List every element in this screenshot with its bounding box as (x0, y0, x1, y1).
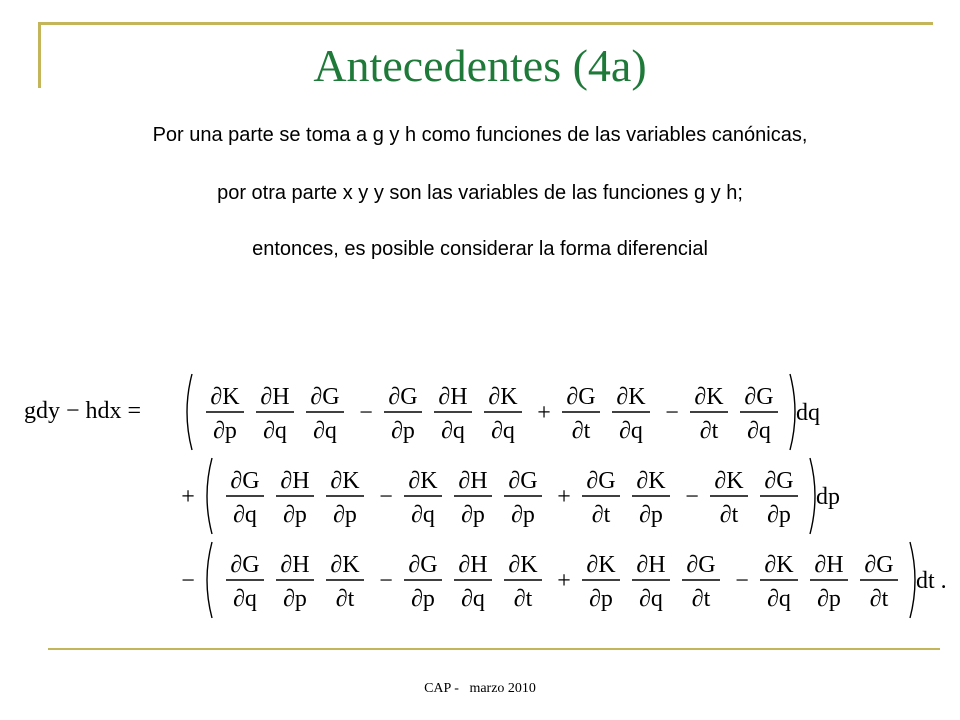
term-sign: − (685, 484, 699, 510)
partial-numerator: ∂G (310, 384, 340, 410)
partial-numerator: ∂G (686, 552, 716, 578)
partial-denominator: ∂p (411, 586, 435, 612)
partial-numerator: ∂H (280, 468, 310, 494)
differential-form-equation (0, 360, 960, 630)
partial-numerator: ∂G (744, 384, 774, 410)
partial-numerator: ∂H (814, 552, 844, 578)
line-sign: − (181, 568, 195, 594)
differential: dp (816, 484, 840, 510)
open-paren (207, 458, 212, 534)
paragraph-3: entonces, es posible considerar la forma diferencial (252, 238, 708, 260)
partial-denominator: ∂t (591, 502, 611, 528)
partial-denominator: ∂q (491, 418, 515, 444)
partial-denominator: ∂p (461, 502, 485, 528)
partial-denominator: ∂p (511, 502, 535, 528)
partial-denominator: ∂t (719, 502, 739, 528)
partial-numerator: ∂K (586, 552, 616, 578)
paragraph-2: por otra parte x y y son las variables de las funciones g y h; (217, 182, 743, 204)
partial-numerator: ∂G (230, 468, 260, 494)
partial-numerator: ∂K (330, 552, 360, 578)
partial-numerator: ∂G (230, 552, 260, 578)
partial-numerator: ∂G (586, 468, 616, 494)
partial-numerator: ∂G (764, 468, 794, 494)
partial-numerator: ∂K (330, 468, 360, 494)
paragraph-1: Por una parte se toma a g y h como funciones de las variables canónicas, (152, 124, 808, 146)
close-paren (910, 542, 915, 618)
partial-denominator: ∂q (263, 418, 287, 444)
partial-numerator: ∂K (764, 552, 794, 578)
partial-numerator: ∂K (616, 384, 646, 410)
partial-denominator: ∂q (411, 502, 435, 528)
partial-denominator: ∂t (571, 418, 591, 444)
line-sign: + (181, 484, 195, 510)
partial-denominator: ∂p (817, 586, 841, 612)
partial-denominator: ∂p (333, 502, 357, 528)
term-sign: − (359, 400, 373, 426)
partial-numerator: ∂G (408, 552, 438, 578)
term-sign: − (735, 568, 749, 594)
bottom-frame-line (48, 648, 940, 650)
term-sign: + (537, 400, 551, 426)
term-sign: + (557, 568, 571, 594)
partial-numerator: ∂H (458, 468, 488, 494)
partial-denominator: ∂t (335, 586, 355, 612)
partial-numerator: ∂H (438, 384, 468, 410)
close-paren (810, 458, 815, 534)
partial-numerator: ∂G (508, 468, 538, 494)
partial-numerator: ∂K (694, 384, 724, 410)
top-frame-line (40, 22, 933, 25)
partial-denominator: ∂t (869, 586, 889, 612)
partial-denominator: ∂p (767, 502, 791, 528)
equation-lhs: gdy − hdx = (24, 398, 142, 424)
partial-denominator: ∂t (691, 586, 711, 612)
term-sign: − (665, 400, 679, 426)
partial-numerator: ∂G (864, 552, 894, 578)
partial-denominator: ∂q (767, 586, 791, 612)
partial-numerator: ∂H (260, 384, 290, 410)
partial-denominator: ∂p (589, 586, 613, 612)
term-sign: + (557, 484, 571, 510)
term-sign: − (379, 568, 393, 594)
open-paren (207, 542, 212, 618)
partial-denominator: ∂t (699, 418, 719, 444)
partial-denominator: ∂p (283, 502, 307, 528)
partial-denominator: ∂p (391, 418, 415, 444)
partial-numerator: ∂K (636, 468, 666, 494)
partial-denominator: ∂p (283, 586, 307, 612)
close-paren (790, 374, 795, 450)
partial-numerator: ∂K (408, 468, 438, 494)
footer-text: CAP - marzo 2010 (424, 681, 536, 696)
partial-numerator: ∂G (388, 384, 418, 410)
partial-denominator: ∂p (213, 418, 237, 444)
differential: dq (796, 400, 820, 426)
partial-denominator: ∂q (461, 586, 485, 612)
partial-denominator: ∂q (619, 418, 643, 444)
partial-denominator: ∂q (441, 418, 465, 444)
partial-denominator: ∂t (513, 586, 533, 612)
partial-denominator: ∂q (233, 502, 257, 528)
partial-numerator: ∂K (714, 468, 744, 494)
partial-numerator: ∂K (508, 552, 538, 578)
partial-denominator: ∂q (639, 586, 663, 612)
partial-numerator: ∂K (210, 384, 240, 410)
partial-numerator: ∂H (458, 552, 488, 578)
partial-denominator: ∂p (639, 502, 663, 528)
term-sign: − (379, 484, 393, 510)
differential: dt . (916, 568, 947, 594)
partial-numerator: ∂H (280, 552, 310, 578)
open-paren (187, 374, 192, 450)
partial-numerator: ∂K (488, 384, 518, 410)
partial-denominator: ∂q (747, 418, 771, 444)
slide-title: Antecedentes (4a) (313, 40, 647, 91)
partial-numerator: ∂H (636, 552, 666, 578)
partial-denominator: ∂q (313, 418, 337, 444)
partial-denominator: ∂q (233, 586, 257, 612)
partial-numerator: ∂G (566, 384, 596, 410)
